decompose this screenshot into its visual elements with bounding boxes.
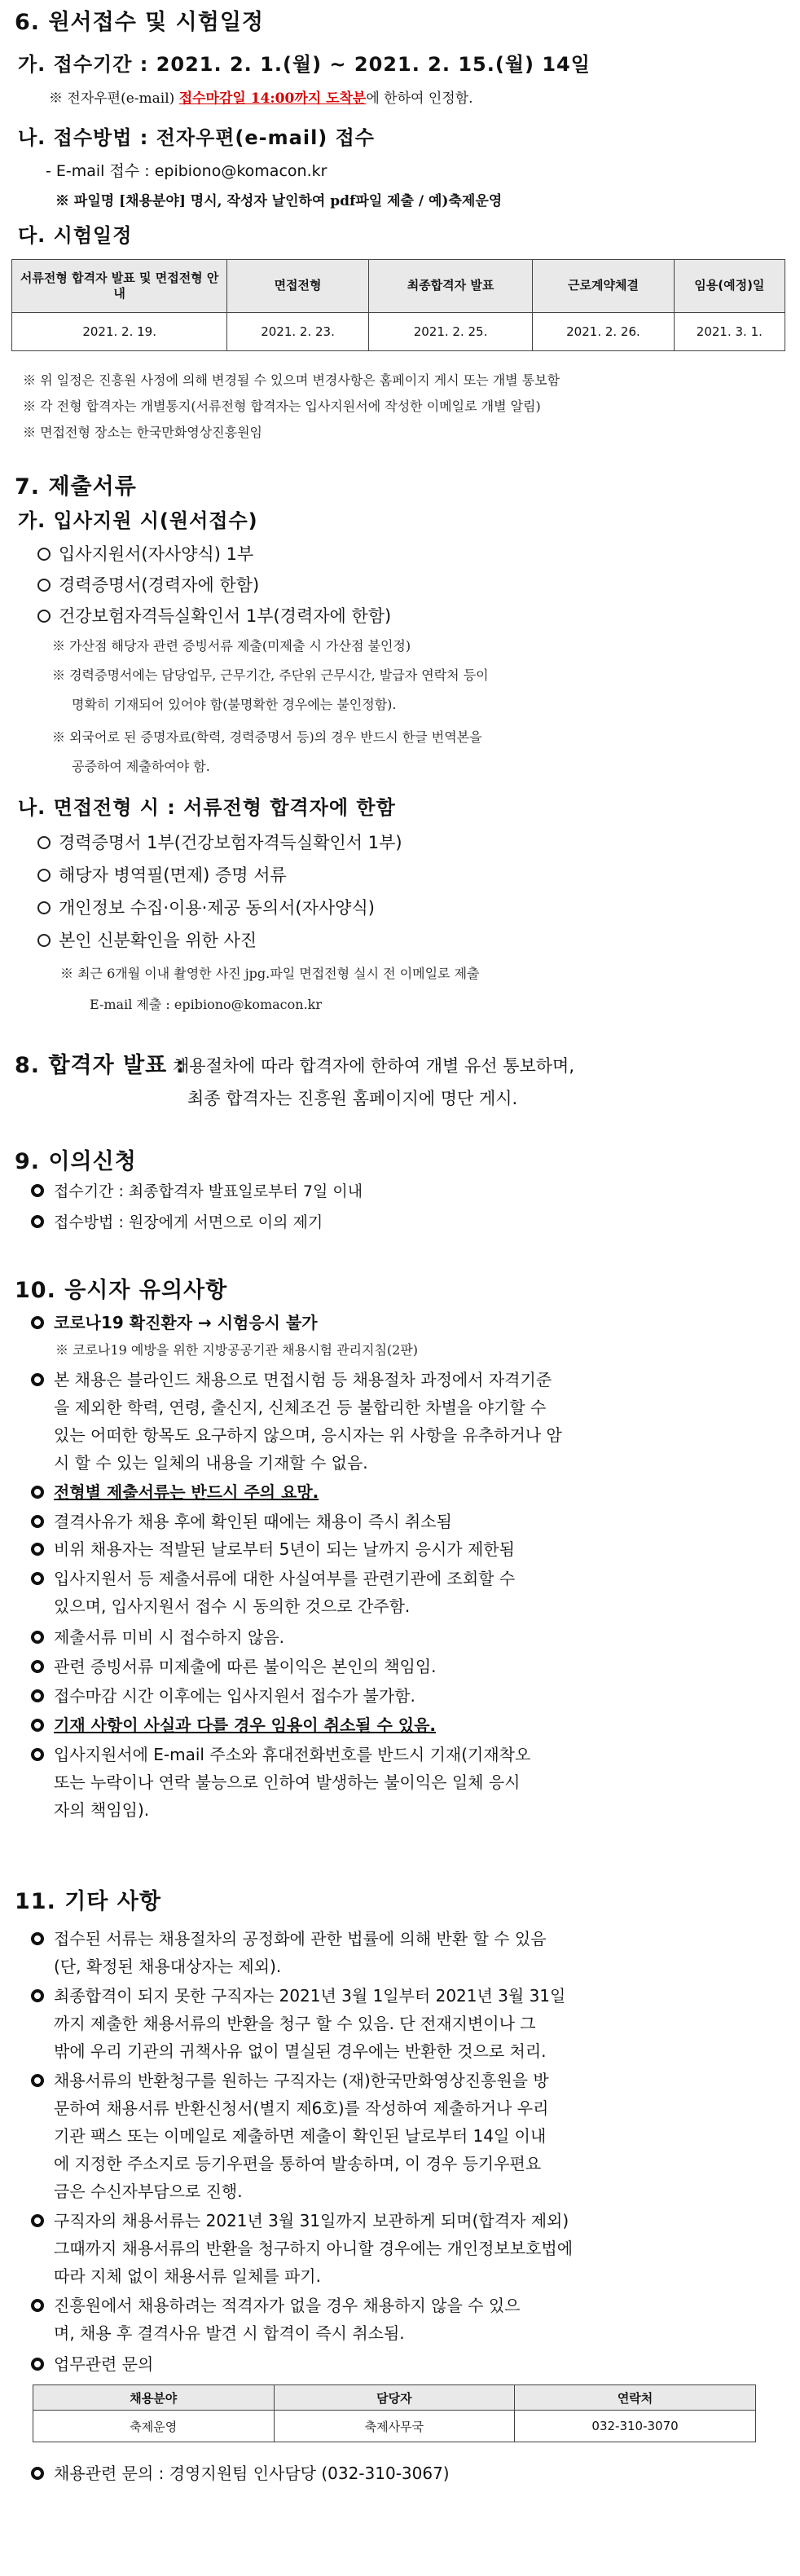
list-item: 결격사유가 채용 후에 확인된 때에는 채용이 즉시 취소됨 <box>31 1508 452 1535</box>
contact-cell: 축제운영 <box>33 2411 275 2442</box>
section-9-title: 9. 이의신청 <box>15 1149 137 1174</box>
list-item-cont: 시 할 수 있는 일체의 내용을 기재할 수 없음. <box>54 1453 368 1473</box>
contact-header: 채용분야 <box>33 2385 275 2411</box>
s7-note: ※ 가산점 해당자 관련 증빙서류 제출(미제출 시 가산점 불인정) <box>52 638 411 654</box>
circle-bullet-icon <box>37 579 51 592</box>
ring-bullet-icon <box>31 1989 44 2002</box>
ring-bullet-icon <box>31 1631 44 1644</box>
ring-bullet-icon <box>31 1689 44 1702</box>
contact-table <box>33 2384 756 2442</box>
schedule-header: 서류전형 합격자 발표 및 면접전형 안내 <box>12 260 227 313</box>
s6-note: ※ 각 전형 합격자는 개별통지(서류전형 합격자는 입사지원서에 작성한 이메일로 개별 알림) <box>23 399 541 414</box>
circle-bullet-icon <box>37 869 51 882</box>
circle-bullet-icon <box>37 610 51 623</box>
list-item: 본 채용은 블라인드 채용으로 면접시험 등 채용절차 과정에서 자격기준 <box>31 1366 552 1394</box>
list-item-cont: 따라 지체 없이 채용서류 일체를 파기. <box>54 2266 321 2286</box>
schedule-cell: 2021. 3. 1. <box>674 313 785 351</box>
schedule-cell: 2021. 2. 19. <box>12 313 227 351</box>
list-item: 경력증명서 1부(건강보험자격득실확인서 1부) <box>37 833 402 852</box>
s7-note: ※ 경력증명서에는 담당업무, 근무기간, 주단위 근무시간, 발급자 연락처 등이 <box>52 667 489 683</box>
circle-bullet-icon <box>37 901 51 914</box>
list-item-cont: 그때까지 채용서류의 반환을 청구하지 아니할 경우에는 개인정보보호법에 <box>54 2239 574 2258</box>
list-item: 제출서류 미비 시 접수하지 않음. <box>31 1623 284 1651</box>
list-item: 입사지원서에 E-mail 주소와 휴대전화번호를 반드시 기재(기재착오 <box>31 1741 530 1768</box>
list-item-cont: 금은 수신자부담으로 진행. <box>54 2182 243 2201</box>
ring-bullet-icon <box>31 1543 44 1556</box>
schedule-cell: 2021. 2. 26. <box>533 313 674 351</box>
list-item: 채용관련 문의 : 경영지원팀 인사담당 (032-310-3067) <box>31 2459 450 2487</box>
s6-da-title: 다. 시험일정 <box>18 224 133 247</box>
ring-bullet-icon <box>31 1719 44 1732</box>
false-info-item: 기재 사항이 사실과 다를 경우 임용이 취소될 수 있음. <box>31 1711 436 1739</box>
s7-note: 공증하여 제출하여야 함. <box>72 759 210 774</box>
list-item: 접수된 서류는 채용절차의 공정화에 관한 법률에 의해 반환 할 수 있음 <box>31 1925 547 1953</box>
contact-header: 연락처 <box>515 2385 756 2411</box>
ring-bullet-icon <box>31 1373 44 1386</box>
ring-bullet-icon <box>31 2358 44 2371</box>
schedule-cell: 2021. 2. 25. <box>368 313 532 351</box>
s6-ga-title: 가. 접수기간 : 2021. 2. 1.(월) ~ 2021. 2. 15.(월) 14일 <box>18 53 591 76</box>
ring-bullet-icon <box>31 2214 44 2227</box>
list-item: 관련 증빙서류 미제출에 따른 불이익은 본인의 책임임. <box>31 1653 437 1680</box>
schedule-header: 면접전형 <box>227 260 368 313</box>
list-item-cont: 있는 어떠한 항목도 요구하지 않으며, 응시자는 위 사항을 유추하거나 암 <box>54 1425 562 1445</box>
list-item: 최종합격이 되지 못한 구직자는 2021년 3월 1일부터 2021년 3월 31일 <box>31 1982 565 2010</box>
list-item-cont: 까지 제출한 채용서류의 반환을 청구 할 수 있음. 단 전재지변이나 그 <box>54 2014 536 2033</box>
ring-bullet-icon <box>31 1184 44 1197</box>
list-item: 채용서류의 반환청구를 원하는 구직자는 (재)한국만화영상진흥원을 방 <box>31 2067 549 2094</box>
list-item: 업무관련 문의 <box>31 2350 153 2378</box>
list-item-cont: 밖에 우리 기관의 귀책사유 없이 멸실된 경우에는 반환한 것으로 처리. <box>54 2041 547 2061</box>
schedule-header: 근로계약체결 <box>533 260 674 313</box>
covid-item: 코로나19 확진환자 → 시험응시 불가 <box>31 1314 318 1332</box>
ring-bullet-icon <box>31 1515 44 1528</box>
s6-note: ※ 면접전형 장소는 한국만화영상진흥원임 <box>23 425 263 440</box>
s6-na-email: - E-mail 접수 : epibiono@komacon.kr <box>46 162 327 180</box>
list-item-cont: 또는 누락이나 연락 불능으로 인하여 발생하는 불이익은 일체 응시 <box>54 1772 521 1792</box>
s6-ga-note: ※ 전자우편(e-mail) 접수마감일 14:00까지 도착분에 한하여 인정함. <box>49 90 473 107</box>
s7-na-title: 나. 면접전형 시 : 서류전형 합격자에 한함 <box>18 796 396 819</box>
section-11-title: 11. 기타 사항 <box>15 1889 161 1914</box>
list-item: 접수기간 : 최종합격자 발표일로부터 7일 이내 <box>31 1183 363 1201</box>
schedule-cell: 2021. 2. 23. <box>227 313 368 351</box>
ring-bullet-icon <box>31 2467 44 2480</box>
ring-bullet-icon <box>31 1572 44 1585</box>
schedule-header: 최종합격자 발표 <box>368 260 532 313</box>
circle-bullet-icon <box>37 836 51 849</box>
caution-item: 전형별 제출서류는 반드시 주의 요망. <box>31 1478 319 1506</box>
circle-bullet-icon <box>37 548 51 561</box>
section-10-title: 10. 응시자 유의사항 <box>15 1278 228 1303</box>
section-8-title: 8. 합격자 발표 : <box>15 1053 186 1078</box>
list-item: 접수마감 시간 이후에는 입사지원서 접수가 불가함. <box>31 1682 415 1710</box>
list-item: 입사지원서(자사양식) 1부 <box>37 544 253 564</box>
s8-line: 채용절차에 따라 합격자에 한하여 개별 유선 통보하며, <box>173 1056 575 1076</box>
list-item-cont: 에 지정한 주소지로 등기우편을 통하여 발송하며, 이 경우 등기우편요 <box>54 2154 542 2173</box>
list-item: 입사지원서 등 제출서류에 대한 사실여부를 관련기관에 조회할 수 <box>31 1565 515 1592</box>
list-item: 해당자 병역필(면제) 증명 서류 <box>37 865 287 885</box>
s7-na-email: E-mail 제출 : epibiono@komacon.kr <box>90 997 323 1012</box>
schedule-header: 임용(예정)일 <box>674 260 785 313</box>
s6-na-note: ※ 파일명 [채용분야] 명시, 작성자 날인하여 pdf파일 제출 / 예)축제운영 <box>55 193 503 209</box>
section-7-title: 7. 제출서류 <box>15 474 137 500</box>
covid-note: ※ 코로나19 예방을 위한 지방공공기관 채용시험 관리지침(2판) <box>55 1342 419 1358</box>
contact-header: 담당자 <box>274 2385 515 2411</box>
list-item-cont: 있으며, 입사지원서 접수 시 동의한 것으로 간주함. <box>54 1596 411 1616</box>
s6-na-title: 나. 접수방법 : 전자우편(e-mail) 접수 <box>18 126 375 149</box>
schedule-table <box>11 259 785 351</box>
ring-bullet-icon <box>31 1486 44 1499</box>
list-item: 접수방법 : 원장에게 서면으로 이의 제기 <box>31 1214 323 1232</box>
contact-cell: 032-310-3070 <box>515 2411 756 2442</box>
list-item-cont: (단, 확정된 채용대상자는 제외). <box>54 1957 282 1976</box>
s7-note: 명확히 기재되어 있어야 함(불명확한 경우에는 불인정함). <box>72 697 397 712</box>
list-item: 진흥원에서 채용하려는 적격자가 없을 경우 채용하지 않을 수 있으 <box>31 2292 521 2319</box>
s7-na-note: ※ 최근 6개월 이내 촬영한 사진 jpg.파일 면접전형 실시 전 이메일로 제출 <box>60 966 480 981</box>
ring-bullet-icon <box>31 2299 44 2312</box>
list-item-cont: 자의 책임임). <box>54 1800 150 1820</box>
s8-line: 최종 합격자는 진흥원 홈페이지에 명단 게시. <box>187 1089 518 1108</box>
list-item-cont: 며, 채용 후 결격사유 발견 시 합격이 즉시 취소됨. <box>54 2323 405 2343</box>
ring-bullet-icon <box>31 1215 44 1228</box>
ring-bullet-icon <box>31 1316 44 1329</box>
list-item-cont: 을 제외한 학력, 연령, 출신지, 신체조건 등 불합리한 차별을 야기할 수 <box>54 1398 547 1417</box>
ring-bullet-icon <box>31 1932 44 1945</box>
ring-bullet-icon <box>31 1660 44 1673</box>
section-6-title: 6. 원서접수 및 시험일정 <box>15 10 264 35</box>
list-item: 건강보험자격득실확인서 1부(경력자에 한함) <box>37 606 391 626</box>
circle-bullet-icon <box>37 934 51 947</box>
list-item-cont: 문하여 채용서류 반환신청서(별지 제6호)를 작성하여 제출하거나 우리 <box>54 2098 549 2118</box>
contact-cell: 축제사무국 <box>274 2411 515 2442</box>
s7-ga-title: 가. 입사지원 시(원서접수) <box>18 509 258 532</box>
list-item: 비위 채용자는 적발된 날로부터 5년이 되는 날까지 응시가 제한됨 <box>31 1535 515 1563</box>
list-item: 경력증명서(경력자에 한함) <box>37 575 259 595</box>
list-item-cont: 기관 팩스 또는 이메일로 제출하면 제출이 확인된 날로부터 14일 이내 <box>54 2126 547 2146</box>
s6-note: ※ 위 일정은 진흥원 사정에 의해 변경될 수 있으며 변경사항은 홈페이지 게시 또는 개별 통보함 <box>23 372 560 388</box>
list-item: 구직자의 채용서류는 2021년 3월 31일까지 보관하게 되며(합격자 제외) <box>31 2207 569 2235</box>
list-item: 본인 신분확인을 위한 사진 <box>37 931 257 950</box>
s7-note: ※ 외국어로 된 증명자료(학력, 경력증명서 등)의 경우 반드시 한글 번역본을 <box>52 729 482 745</box>
ring-bullet-icon <box>31 2074 44 2087</box>
ring-bullet-icon <box>31 1748 44 1761</box>
list-item: 개인정보 수집·이용·제공 동의서(자사양식) <box>37 898 375 918</box>
